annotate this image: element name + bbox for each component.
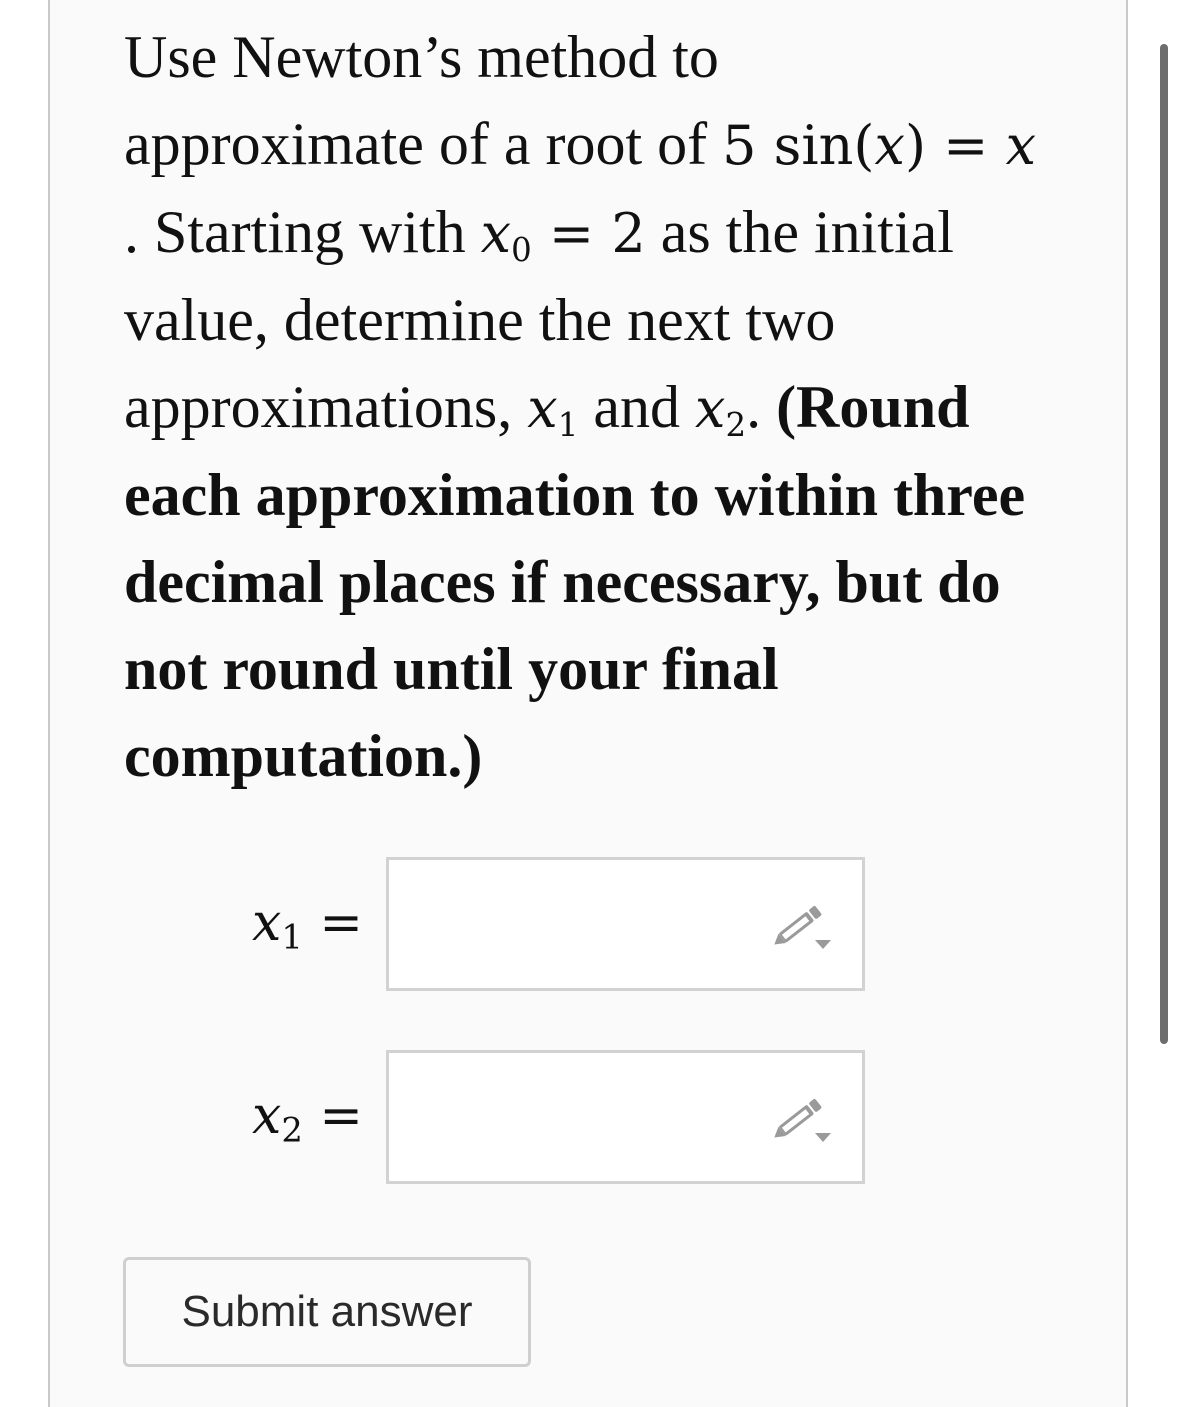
x1-math: $x_1$ <box>527 377 579 445</box>
question-line-1: Use Newton’s method to <box>124 24 719 90</box>
initial-value-math: $x_0 = 2$ <box>480 202 646 270</box>
rounding-instructions: (Round each approximation to within three decimal places if necessary, but do not round until your final computation.) <box>124 374 1026 789</box>
answer-row-x1 <box>0 857 1179 991</box>
question-line-3a: . Starting with <box>124 199 481 265</box>
x2-answer-box <box>386 1050 865 1184</box>
period: . <box>746 374 777 440</box>
answer-row-x2 <box>0 1050 1179 1184</box>
equation: 5 sin(x) = x <box>722 114 1037 177</box>
question-line-4: value, determine the next two <box>124 287 836 353</box>
question-line-2: approximate of a root of <box>124 111 723 177</box>
x1-label: $x_1$ = <box>252 893 363 957</box>
question-line-5: approximations, <box>124 374 528 440</box>
x2-math: $x_2$ <box>695 377 747 445</box>
pencil-icon[interactable] <box>769 1093 835 1149</box>
submit-answer-button[interactable]: Submit answer <box>123 1257 531 1367</box>
and-text: and <box>578 374 695 440</box>
question-line-3b: as the initial <box>645 199 954 265</box>
x1-answer-box <box>386 857 865 991</box>
question-text <box>124 14 1054 800</box>
pencil-icon[interactable] <box>769 900 835 956</box>
x2-label: $x_2$ = <box>252 1086 363 1150</box>
